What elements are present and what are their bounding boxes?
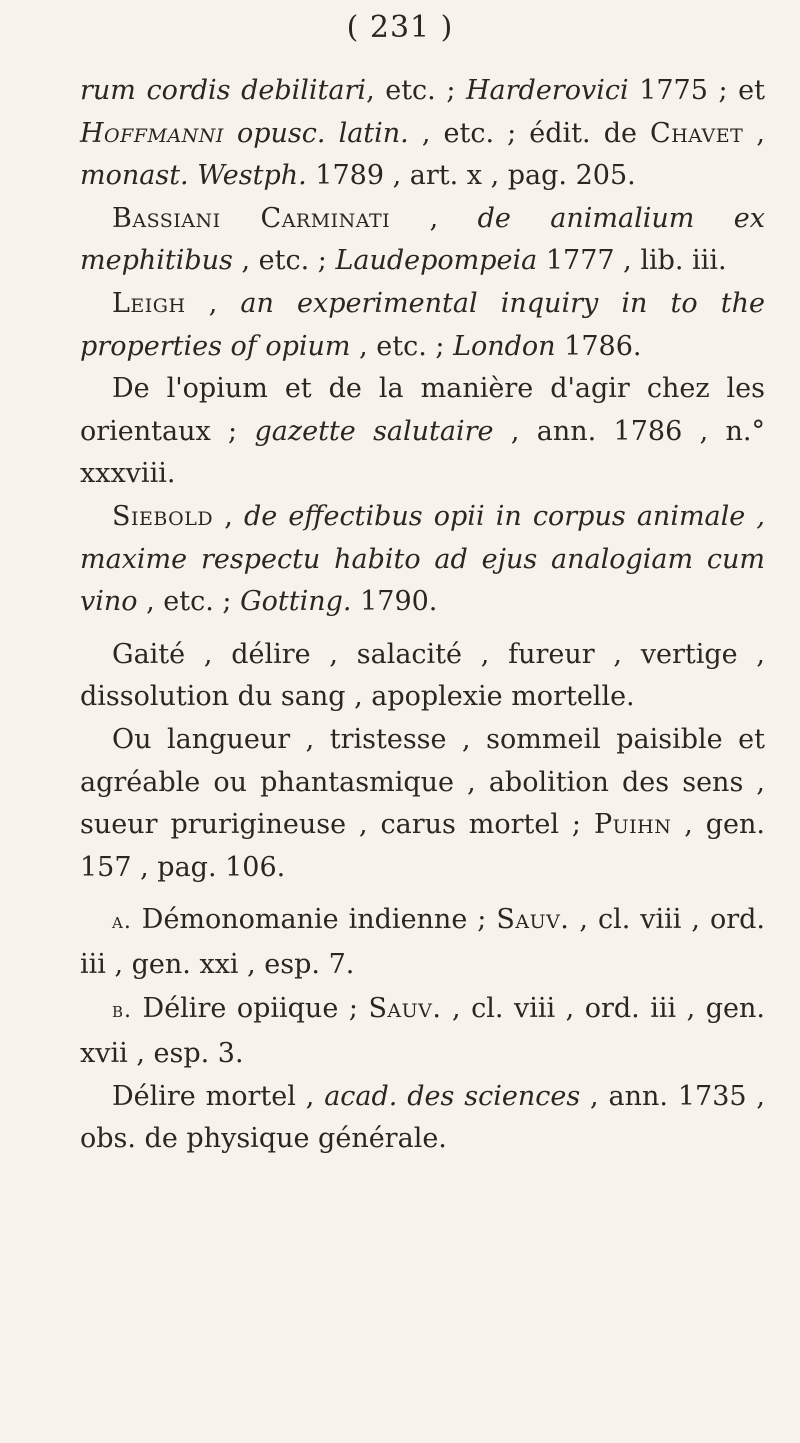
text-run: , etc. ; édit. de <box>408 117 651 149</box>
text-run: monast. Westph. <box>80 160 307 192</box>
entry-a <box>80 899 765 986</box>
text-run: 1786. <box>555 330 642 362</box>
author-name: Siebold <box>112 500 214 532</box>
text-run: , gen. 157 , pag. 106. <box>80 809 765 883</box>
paragraph-gap <box>80 889 765 899</box>
text-run: an experimental inquiry in to the properties of opium <box>80 287 765 362</box>
text-run: , <box>213 500 244 532</box>
entry-leigh <box>80 283 765 368</box>
text-run: Ou langueur , tristesse , sommeil paisible et agréable ou phantasmique , abolition des sens , sueur prurigineuse , carus mortel ; <box>80 723 765 841</box>
text-run: , etc. ; <box>137 586 241 618</box>
author-name: Sauv. <box>496 904 570 936</box>
text-run: Gotting. <box>240 586 352 618</box>
author-name: Sauv. <box>368 993 442 1025</box>
text-run: 1777 , lib. iii. <box>537 245 727 277</box>
paragraph-gap <box>80 624 765 634</box>
text-run: 1790. <box>351 586 438 618</box>
author-name: Hoffmanni <box>80 117 224 149</box>
author-name: Puihn <box>593 809 672 841</box>
text-run: rum cordis debilitari <box>80 75 367 106</box>
text-run: Laudepompeia <box>335 245 538 277</box>
entry-b <box>80 988 765 1075</box>
text-run: , ann. 1735 , obs. de physique générale. <box>80 1080 765 1155</box>
text-run: de animalium ex mephitibus <box>80 202 766 277</box>
author-name: Bassiani Carminati <box>112 202 391 234</box>
text-run: London <box>453 330 556 362</box>
text-run: , etc. ; <box>232 245 336 277</box>
text-run: , <box>185 287 241 319</box>
text-run: Délire opiique ; <box>132 993 369 1025</box>
text-run: Délire mortel , <box>112 1080 325 1112</box>
text-run: opusc. latin. <box>237 117 409 149</box>
entry-bassiani <box>80 198 765 283</box>
text-run: , cl. viii , ord. iii , gen. xxi , esp. 7. <box>80 904 765 980</box>
text-run: , cl. viii , ord. iii , gen. xvii , esp. 3. <box>80 993 766 1070</box>
text-run: Démonomanie indienne ; <box>131 904 497 936</box>
text-run: gazette salutaire <box>254 415 494 447</box>
text-run: acad. des sciences <box>324 1080 581 1112</box>
item-label: b. <box>112 998 133 1024</box>
entry-siebold <box>80 496 765 624</box>
text-run: , <box>390 202 478 234</box>
author-name: Leigh <box>112 287 186 319</box>
para-langueur <box>80 719 765 889</box>
page-number: ( 231 ) <box>346 10 454 45</box>
text-run <box>224 118 237 149</box>
text-run: Harderovici <box>466 75 629 106</box>
author-name: Chavet <box>650 117 744 149</box>
text-run: , etc. ; <box>366 75 466 106</box>
entry-opium <box>80 368 765 496</box>
text-run: de effectibus opii in corpus animale , maxime respectu habito ad ejus analogiam cum vino <box>80 500 765 618</box>
text-run: De l'opium et de la manière d'agir chez les orientaux ; <box>80 373 765 447</box>
text-run: , etc. ; <box>350 330 454 362</box>
entry-hoffmann <box>80 70 765 198</box>
page-body <box>80 70 765 1161</box>
entry-mortel <box>80 1076 765 1161</box>
text-run: 1775 ; et <box>628 75 765 106</box>
text-run: , ann. 1786 , n.° xxxviii. <box>80 415 765 490</box>
item-label: a. <box>112 909 132 935</box>
text-run: 1789 , art. x , pag. 205. <box>306 160 636 192</box>
para-symptoms: Gaité , délire , salacité , fureur , vertige , dissolution du sang , apoplexie mortelle. <box>80 638 765 713</box>
text-run: , <box>743 117 765 149</box>
